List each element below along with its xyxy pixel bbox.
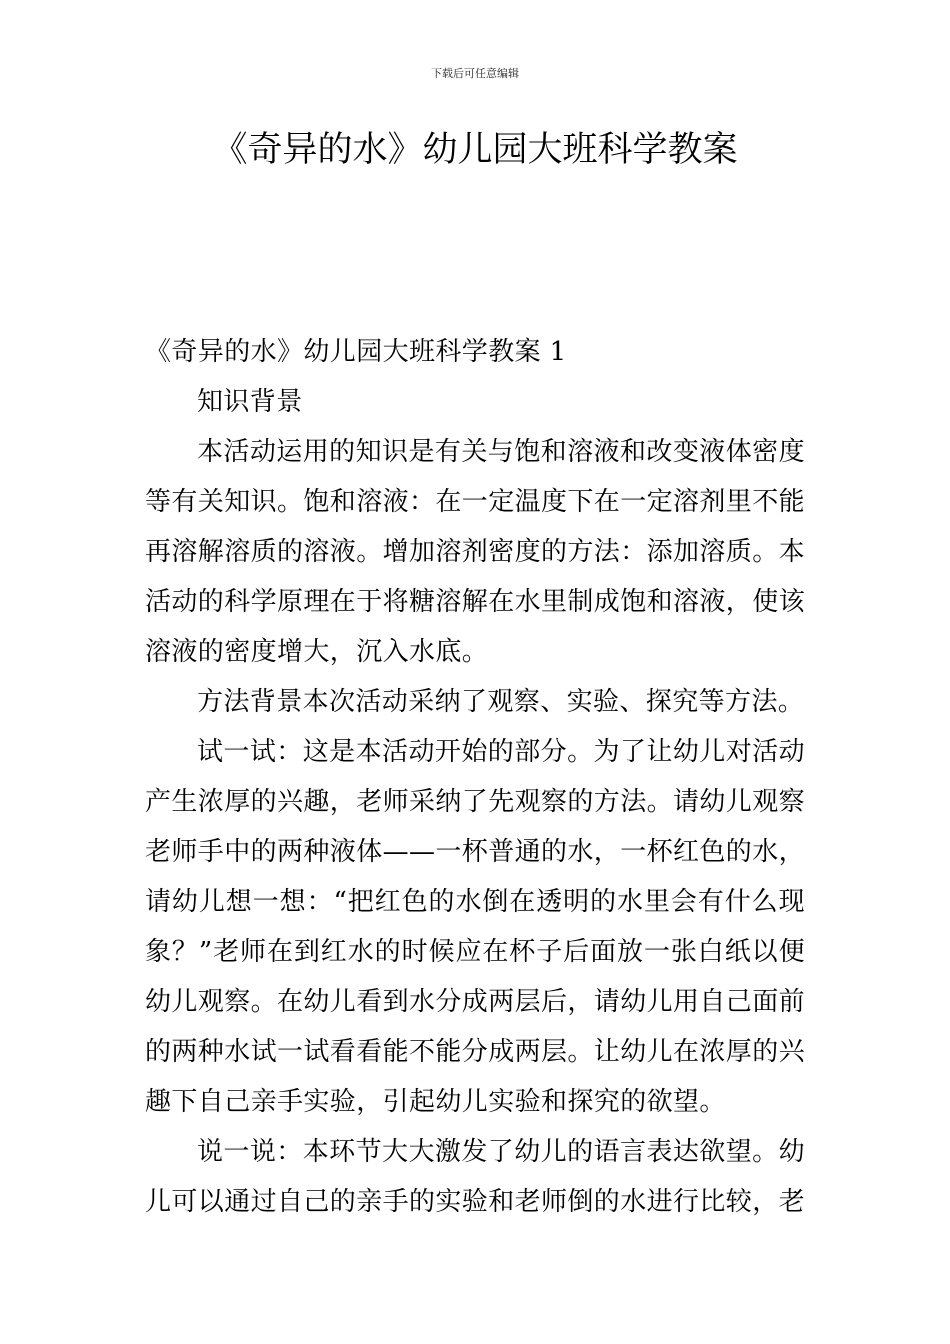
paragraph-knowledge-body: 本活动运用的知识是有关与饱和溶液和改变液体密度等有关知识。饱和溶液：在一定温度下在一定溶剂里不能再溶解溶质的溶液。增加溶剂密度的方法：添加溶质。本活动的科学原理在于将糖溶解在水里制成饱和溶液，使该溶液的密度增大，沉入水底。	[145, 437, 806, 667]
document-title: 《奇异的水》幼儿园大班科学教案	[212, 130, 738, 170]
header-note: 下载后可任意编辑	[431, 67, 519, 80]
paragraph-say: 说一说：本环节大大激发了幼儿的语言表达欲望。幼儿可以通过自己的亲手的实验和老师倒的水进行比较，老	[145, 1137, 806, 1217]
paragraph-knowledge-heading: 知识背景	[197, 387, 303, 417]
paragraph-try: 试一试：这是本活动开始的部分。为了让幼儿对活动产生浓厚的兴趣，老师采纳了先观察的方法。请幼儿观察老师手中的两种液体——一杯普通的水，一杯红色的水，请幼儿想一想：“把红色的水倒在透明的水里会有什么现象？”老师在到红水的时候应在杯子后面放一张白纸以便幼儿观察。在幼儿看到水分成两层后，请幼儿用自己面前的两种水试一试看看能不能分成两层。让幼儿在浓厚的兴趣下自己亲手实验，引起幼儿实验和探究的欲望。	[145, 737, 806, 1117]
paragraph-method: 方法背景本次活动采纳了观察、实验、探究等方法。	[197, 687, 805, 717]
section-heading: 《奇异的水》幼儿园大班科学教案 1	[145, 337, 567, 367]
document-body	[145, 327, 805, 1227]
